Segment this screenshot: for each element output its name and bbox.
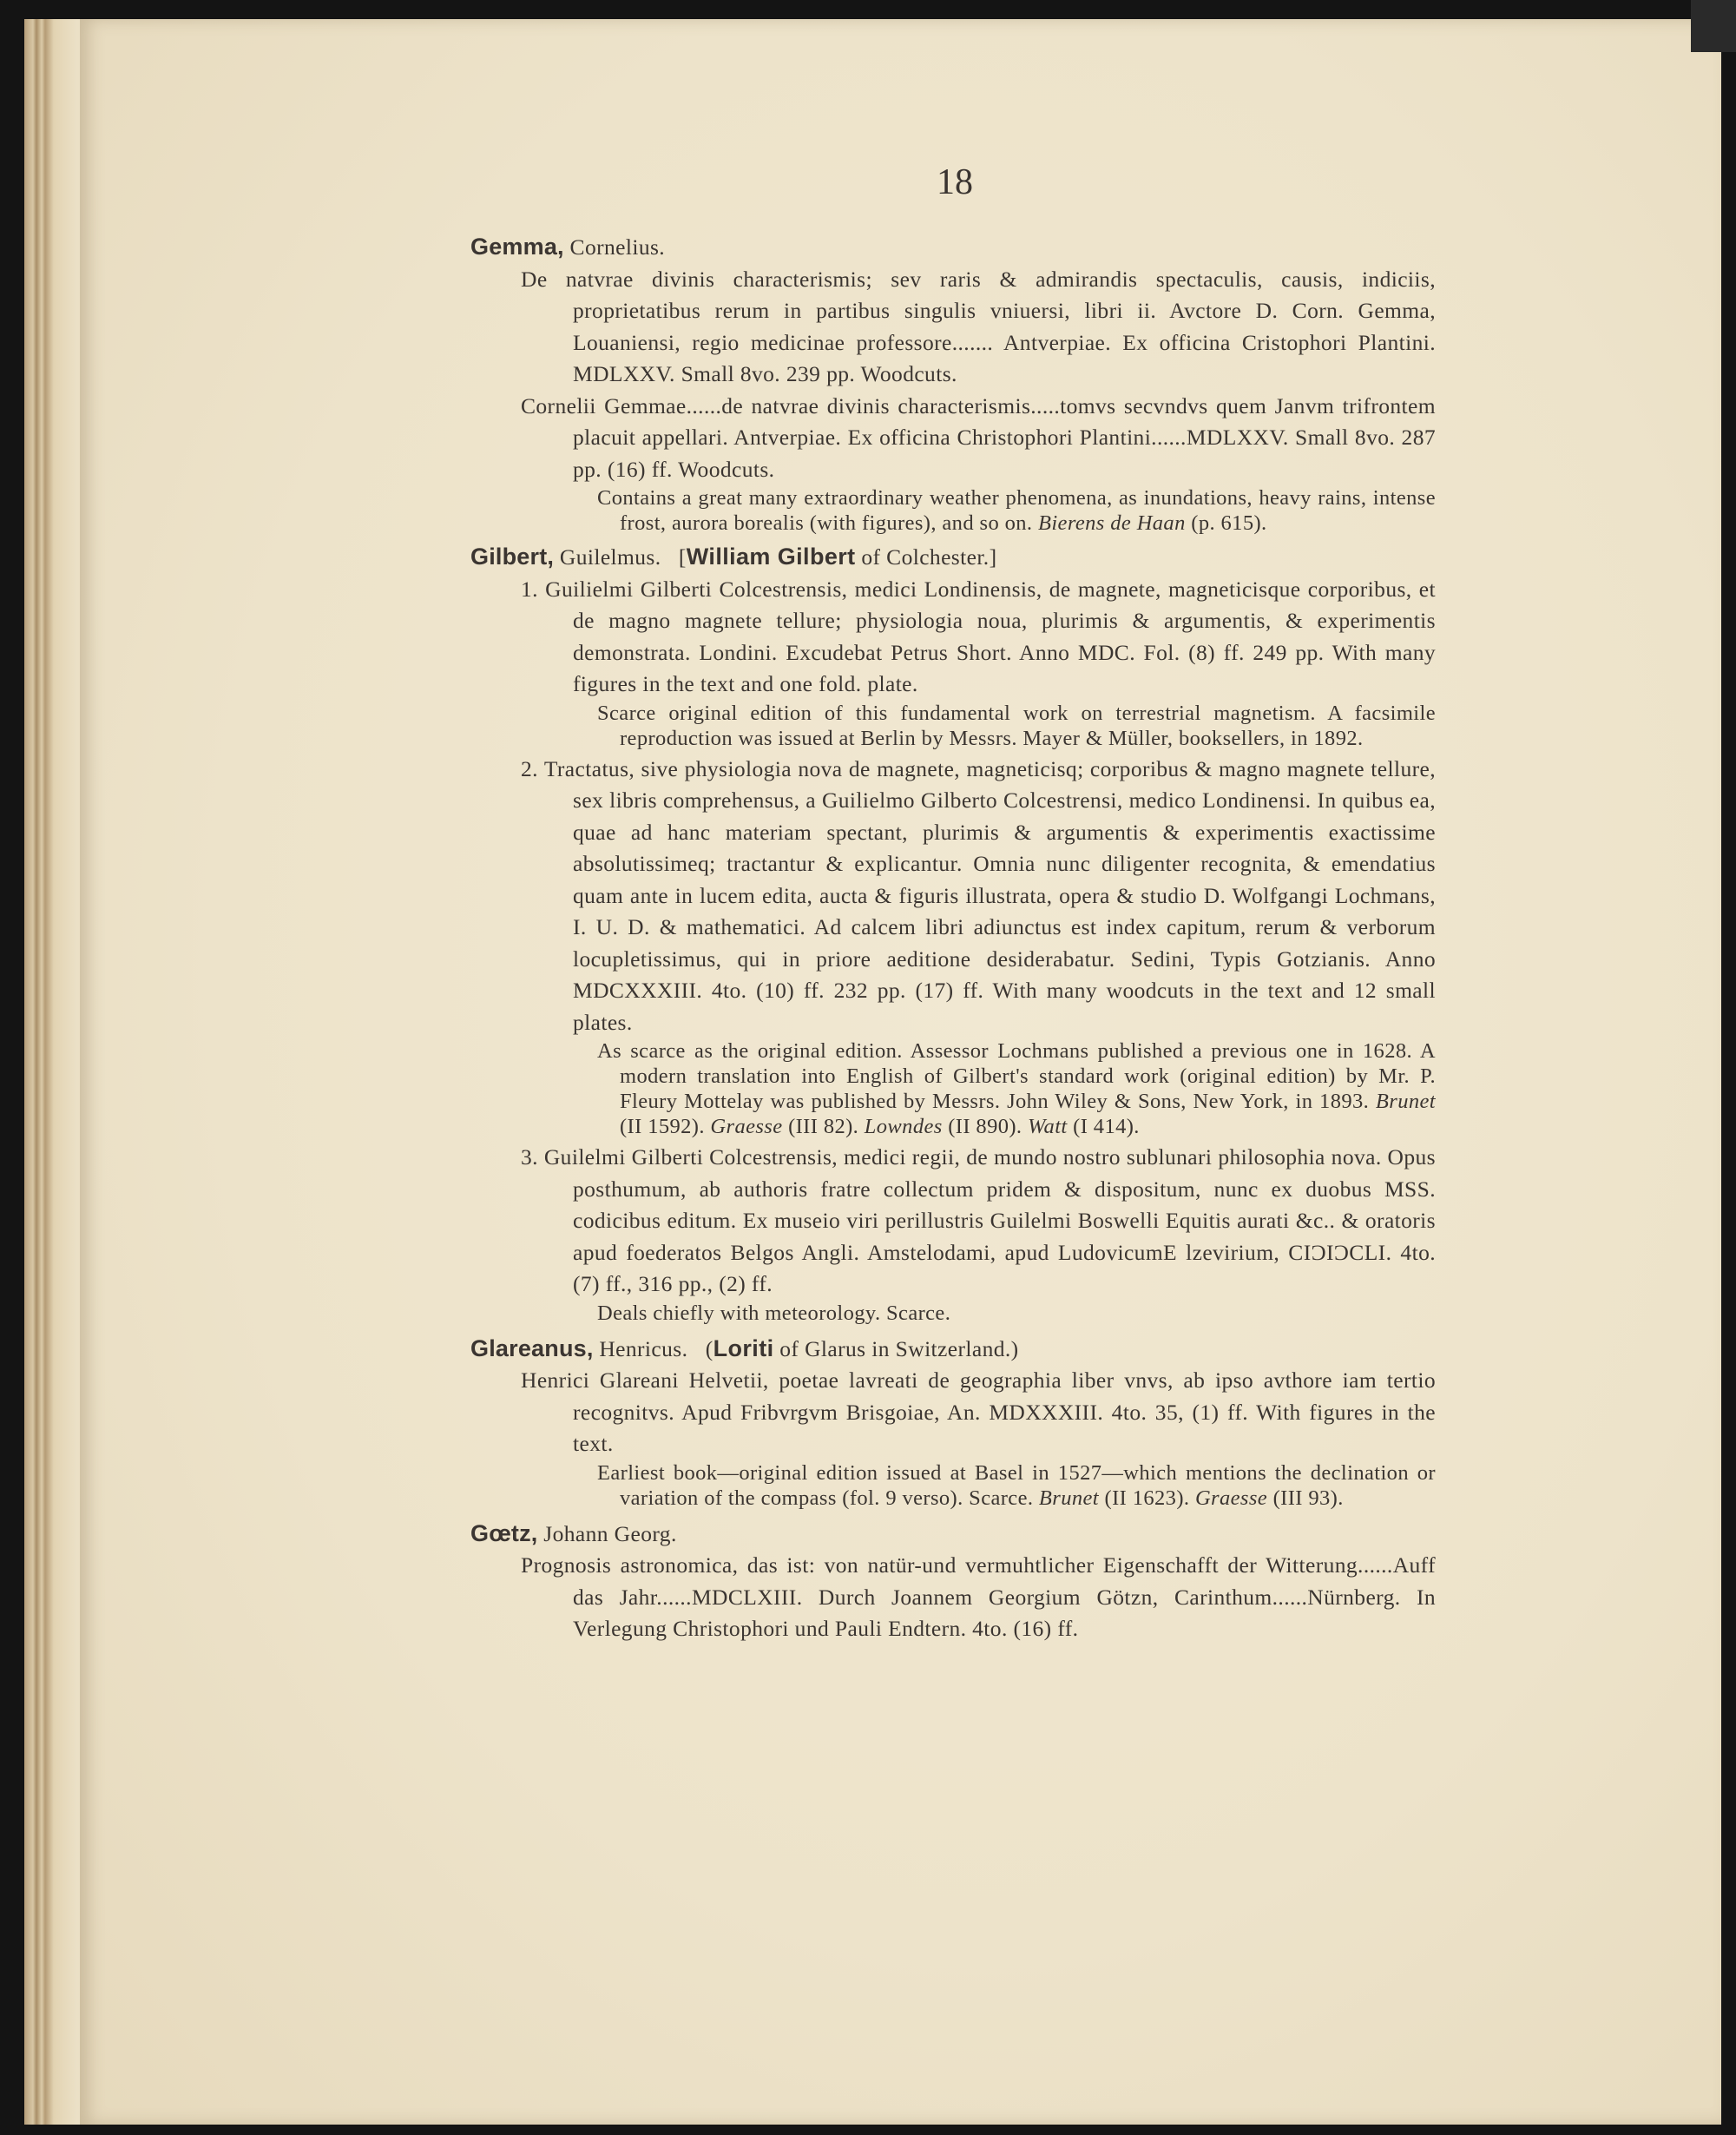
vernacular-name: Loriti xyxy=(713,1334,774,1361)
reference-detail: (p. 615). xyxy=(1191,511,1267,535)
entry-heading xyxy=(470,1518,1436,1551)
entry-goetz xyxy=(470,1518,1436,1645)
author-given-name: Cornelius. xyxy=(569,234,666,260)
author-name: Gemma, xyxy=(470,234,564,260)
annotation-note: Deals chiefly with meteorology. Scarce. xyxy=(597,1301,951,1325)
entry-heading xyxy=(470,231,1436,264)
entry-gilbert xyxy=(470,541,1436,1326)
vernacular-name-tail: of Glarus in Switzerland.) xyxy=(779,1335,1019,1361)
reference-author: Brunet xyxy=(1038,1486,1099,1510)
entry-glareanus xyxy=(470,1333,1436,1511)
bracket-open: [ xyxy=(678,544,687,570)
note-text: As scarce as the original edition. Assessor Lochmans published a previous one in 1628. A modern translation into English of Gilbert's standard work (original edition) by Mr. P. Fleury Mottelay was published by Messrs. John Wiley & Sons, New York, in 1893. xyxy=(597,1039,1436,1113)
reference-author: Watt xyxy=(1028,1115,1068,1138)
page-number: 18 xyxy=(937,162,973,202)
book-description: De natvrae divinis characterismis; sev raris & admirandis spectaculis, causis, indiciis, proprietatibus rerum in partibus singulis vniuersi, libri ii. Avctore D. Corn. Gemma, Louaniensi, regio medicinae professore....... Antverpiae. Ex officina Cristophori Plantini. MDLXXV. Small 8vo. 239 pp. Woodcuts. xyxy=(521,266,1436,386)
author-given-name: Guilelmus. xyxy=(559,544,661,570)
reference-detail: (II 1592). xyxy=(620,1115,705,1138)
reference-author: Lowndes xyxy=(864,1115,943,1138)
reference-detail: (III 82). xyxy=(788,1115,859,1138)
background-corner xyxy=(1691,0,1736,52)
annotation-note xyxy=(470,1460,1436,1511)
paren-open: ( xyxy=(705,1335,713,1361)
author-given-name: Johann Georg. xyxy=(543,1520,677,1546)
reference-detail: (I 414). xyxy=(1073,1115,1140,1138)
reference-author: Brunet xyxy=(1375,1090,1436,1113)
book-description: Cornelii Gemmae......de natvrae divinis characterismis.....tomvs secvndvs quem Janvm trifrontem placuit appellari. Antverpiae. Ex officina Christophori Plantini......MDLXXV. Small 8vo. 287 pp. (16) ff. Woodcuts. xyxy=(521,392,1436,482)
numbered-book: 1. Guilielmi Gilberti Colcestrensis, medici Londinensis, de magnete, magneticisque corporibus, et de magno magnete tellure; physiologia noua, plurimis & argumentis, & experimentis demonstrata. Londini. Excudebat Petrus Short. Anno MDC. Fol. (8) ff. 249 pp. With many figures in the text and one fold. plate. xyxy=(521,576,1436,696)
book-description: Prognosis astronomica, das ist: von natür-und vermuhtlicher Eigenschafft der Witterung......Auff das Jahr......MDCLXIII. Durch Joannem Georgium Götzn, Carinthum......Nürnberg. In Verlegung Christophori und Pauli Endtern. 4to. (16) ff. xyxy=(521,1552,1436,1641)
author-name: Glareanus, xyxy=(470,1334,594,1361)
english-name: William Gilbert xyxy=(686,544,856,570)
author-name: Gœtz, xyxy=(470,1519,538,1546)
entry-heading xyxy=(470,541,1436,574)
author-given-name: Henricus. xyxy=(599,1335,688,1361)
reference-detail: (III 93). xyxy=(1272,1486,1344,1510)
reference-author: Graesse xyxy=(710,1115,783,1138)
annotation-note xyxy=(470,485,1436,536)
annotation-note xyxy=(470,1038,1436,1139)
reference-detail: (II 1623). xyxy=(1104,1486,1190,1510)
numbered-book: 3. Guilelmi Gilberti Colcestrensis, medici regii, de mundo nostro sublunari philosophia nova. Opus posthumum, ab authoris fratre collectum pridem & dispositum, nunc ex duobus MSS. codicibus editum. Ex museio viri perillustris Guilelmi Boswelli Equitis aurati &c.. & oratoris apud foederatos Belgos Angli. Amstelodami, apud LudovicumE lzevirium, CIƆIƆCLI. 4to. (7) ff., 316 pp., (2) ff. xyxy=(521,1144,1436,1296)
author-name: Gilbert, xyxy=(470,544,555,570)
english-name-tail: of Colchester.] xyxy=(861,544,997,570)
book-description: Henrici Glareani Helvetii, poetae lavreati de geographia liber vnvs, ab ipso avthore iam tertio recognitvs. Apud Fribvrgvm Brisgoiae, An. MDXXXIII. 4to. 35, (1) ff. With figures in the text. xyxy=(521,1367,1436,1456)
reference-author: Graesse xyxy=(1194,1486,1268,1510)
reference-author: Bierens de Haan xyxy=(1037,511,1186,535)
note-text: Earliest book—original edition issued at Basel in 1527—which mentions the declination or variation of the compass (fol. 9 verso). Scarce. xyxy=(597,1460,1436,1510)
entry-heading xyxy=(470,1333,1436,1366)
entry-gemma xyxy=(470,231,1436,536)
bibliography-content xyxy=(470,231,1436,1645)
reference-detail: (II 890). xyxy=(948,1115,1023,1138)
annotation-note: Scarce original edition of this fundamental work on terrestrial magnetism. A facsimile reproduction was issued at Berlin by Messrs. Mayer & Müller, booksellers, in 1892. xyxy=(597,701,1436,750)
numbered-book: 2. Tractatus, sive physiologia nova de magnete, magneticisq; corporibus & magno magnete tellure, sex libris comprehensus, a Guilielmo Gilberto Colcestrensi, medico Londinensi. In quibus ea, quae ad hanc materiam spectant, plurimis & argumentis & experimentis exactissime absolutissimeq; tractantur & explicantur. Omnia nunc diligenter recognita, & emendatius quam ante in lucem edita, aucta & figuris illustrata, opera & studio D. Wolfgangi Lochmans, I. U. D. & mathematici. Ad calcem libri adiunctus est index capitum, rerum & verborum locupletissimus, qui in priore aeditione desiderabatur. Sedini, Typis Gotzianis. Anno MDCXXXIII. 4to. (10) ff. 232 pp. (17) ff. With many woodcuts in the text and 12 small plates. xyxy=(521,755,1436,1035)
note-text: Contains a great many extraordinary weather phenomena, as inundations, heavy rains, intense frost, aurora borealis (with figures), and so on. xyxy=(597,486,1436,535)
